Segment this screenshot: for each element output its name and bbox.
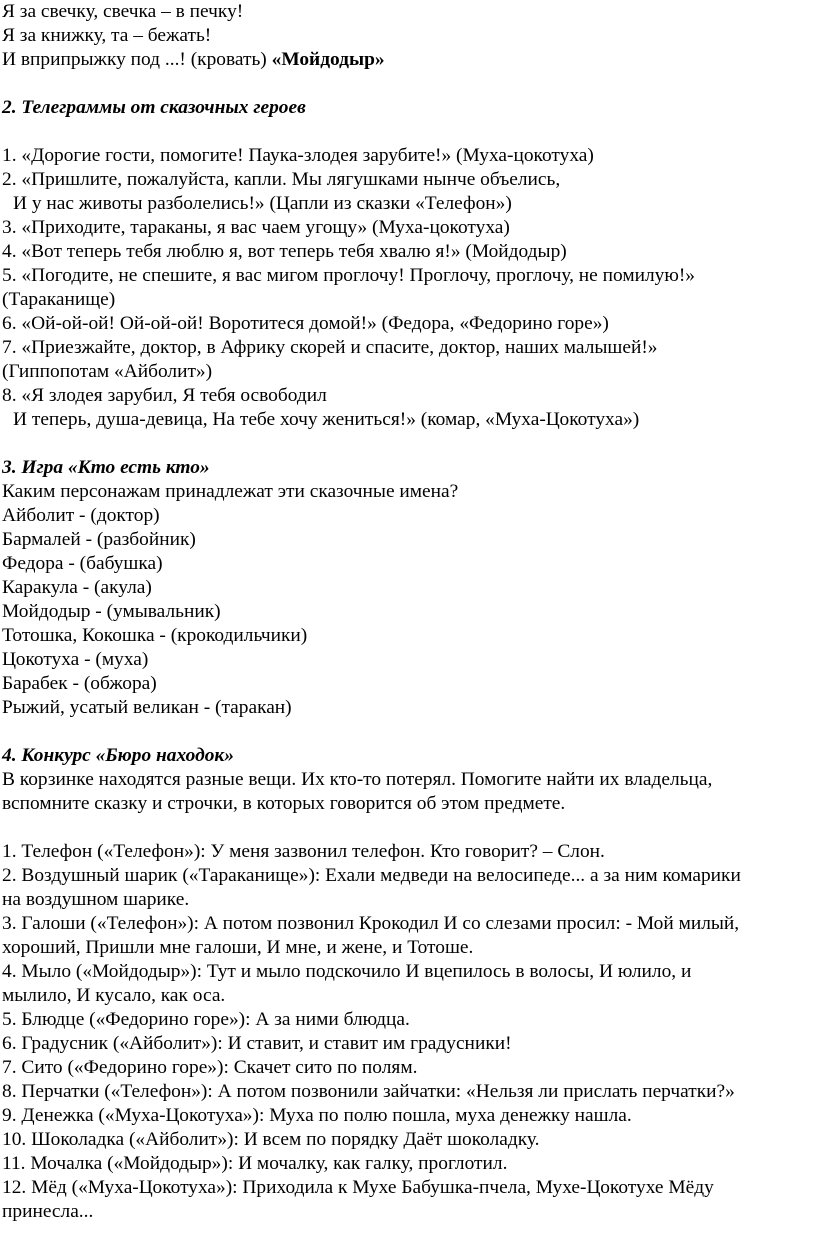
game-item: Барабек - (обжора) <box>2 673 157 694</box>
contest-item-continuation: на воздушном шарике. <box>2 889 190 910</box>
contest-item: 4. Мыло («Мойдодыр»): Тут и мыло подскочило И вцепилось в волосы, И юлило, и <box>2 961 692 982</box>
contest-item-continuation: мылило, И кусало, как оса. <box>2 985 226 1006</box>
game-item: Рыжий, усатый великан - (таракан) <box>2 697 292 718</box>
blank-line <box>2 720 812 744</box>
game-item: Айболит - (доктор) <box>2 505 160 526</box>
telegram-item-continuation: (Тараканище) <box>2 289 116 310</box>
section-heading-contest: 4. Конкурс «Бюро находок» <box>2 745 234 766</box>
contest-item: 6. Градусник («Айболит»): И ставит, и ставит им градусники! <box>2 1033 512 1054</box>
telegram-item: 1. «Дорогие гости, помогите! Паука-злодея зарубите!» (Муха-цокотуха) <box>2 145 594 166</box>
contest-item-continuation: принесла... <box>2 1201 94 1222</box>
section-heading-game: 3. Игра «Кто есть кто» <box>2 457 210 478</box>
section-heading-telegrams: 2. Телеграммы от сказочных героев <box>2 97 306 118</box>
game-item: Каракула - (акула) <box>2 577 152 598</box>
poem-answer: «Мойдодыр» <box>271 49 385 70</box>
contest-item: 1. Телефон («Телефон»): У меня зазвонил телефон. Кто говорит? – Слон. <box>2 841 605 862</box>
contest-item: 12. Мёд («Муха-Цокотуха»): Приходила к Мухе Бабушка-пчела, Мухе-Цокотухе Мёду <box>2 1177 714 1198</box>
telegram-item: 3. «Приходите, тараканы, я вас чаем угощу» (Муха-цокотуха) <box>2 217 510 238</box>
game-item: Федора - (бабушка) <box>2 553 163 574</box>
contest-item: 8. Перчатки («Телефон»): А потом позвонили зайчатки: «Нельзя ли прислать перчатки?» <box>2 1081 735 1102</box>
contest-item: 11. Мочалка («Мойдодыр»): И мочалку, как галку, проглотил. <box>2 1153 508 1174</box>
contest-item: 2. Воздушный шарик («Тараканище»): Ехали медведи на велосипеде... а за ним комарики <box>2 865 741 886</box>
contest-item: 7. Сито («Федорино горе»): Скачет сито по полям. <box>2 1057 418 1078</box>
poem-line-3 <box>2 48 812 72</box>
telegram-item: 2. «Пришлите, пожалуйста, капли. Мы лягушками нынче объелись, <box>2 169 561 190</box>
contest-intro-line-2: вспомните сказку и строчки, в которых говорится об этом предмете. <box>2 793 566 814</box>
game-item: Бармалей - (разбойник) <box>2 529 196 550</box>
telegram-item: 5. «Погодите, не спешите, я вас мигом проглочу! Проглочу, проглочу, не помилую!» <box>2 265 695 286</box>
game-question: Каким персонажам принадлежат эти сказочные имена? <box>2 481 459 502</box>
blank-line <box>2 816 812 840</box>
poem-line-2: Я за книжку, та – бежать! <box>2 25 212 46</box>
game-item: Мойдодыр - (умывальник) <box>2 601 221 622</box>
telegram-item-continuation: И у нас животы разболелись!» (Цапли из сказки «Телефон») <box>13 193 512 214</box>
game-item: Цокотуха - (муха) <box>2 649 149 670</box>
blank-line <box>2 120 812 144</box>
blank-line <box>2 432 812 456</box>
poem-line-1: Я за свечку, свечка – в печку! <box>2 1 244 22</box>
contest-item-continuation: хороший, Пришли мне галоши, И мне, и жене, и Тотоше. <box>2 937 474 958</box>
telegram-item: 7. «Приезжайте, доктор, в Африку скорей и спасите, доктор, наших малышей!» <box>2 337 658 358</box>
blank-line <box>2 72 812 96</box>
telegram-item: 4. «Вот теперь тебя люблю я, вот теперь тебя хвалю я!» (Мойдодыр) <box>2 241 567 262</box>
telegram-item-continuation: (Гиппопотам «Айболит») <box>2 361 213 382</box>
contest-intro-line-1: В корзинке находятся разные вещи. Их кто-то потерял. Помогите найти их владельца, <box>2 769 713 790</box>
contest-item: 3. Галоши («Телефон»): А потом позвонил Крокодил И со слезами просил: - Мой милый, <box>2 913 740 934</box>
contest-item: 10. Шоколадка («Айболит»): И всем по порядку Даёт шоколадку. <box>2 1129 540 1150</box>
poem-line-3-text: И вприпрыжку под ...! (кровать) <box>2 49 272 70</box>
telegram-item: 8. «Я злодея зарубил, Я тебя освободил <box>2 385 327 406</box>
telegram-item: 6. «Ой-ой-ой! Ой-ой-ой! Воротитеся домой!» (Федора, «Федорино горе») <box>2 313 609 334</box>
document-page <box>2 0 812 1224</box>
telegram-item-continuation: И теперь, душа-девица, На тебе хочу жениться!» (комар, «Муха-Цокотуха») <box>13 409 640 430</box>
game-item: Тотошка, Кокошка - (крокодильчики) <box>2 625 308 646</box>
contest-item: 9. Денежка («Муха-Цокотуха»): Муха по полю пошла, муха денежку нашла. <box>2 1105 632 1126</box>
contest-item: 5. Блюдце («Федорино горе»): А за ними блюдца. <box>2 1009 410 1030</box>
